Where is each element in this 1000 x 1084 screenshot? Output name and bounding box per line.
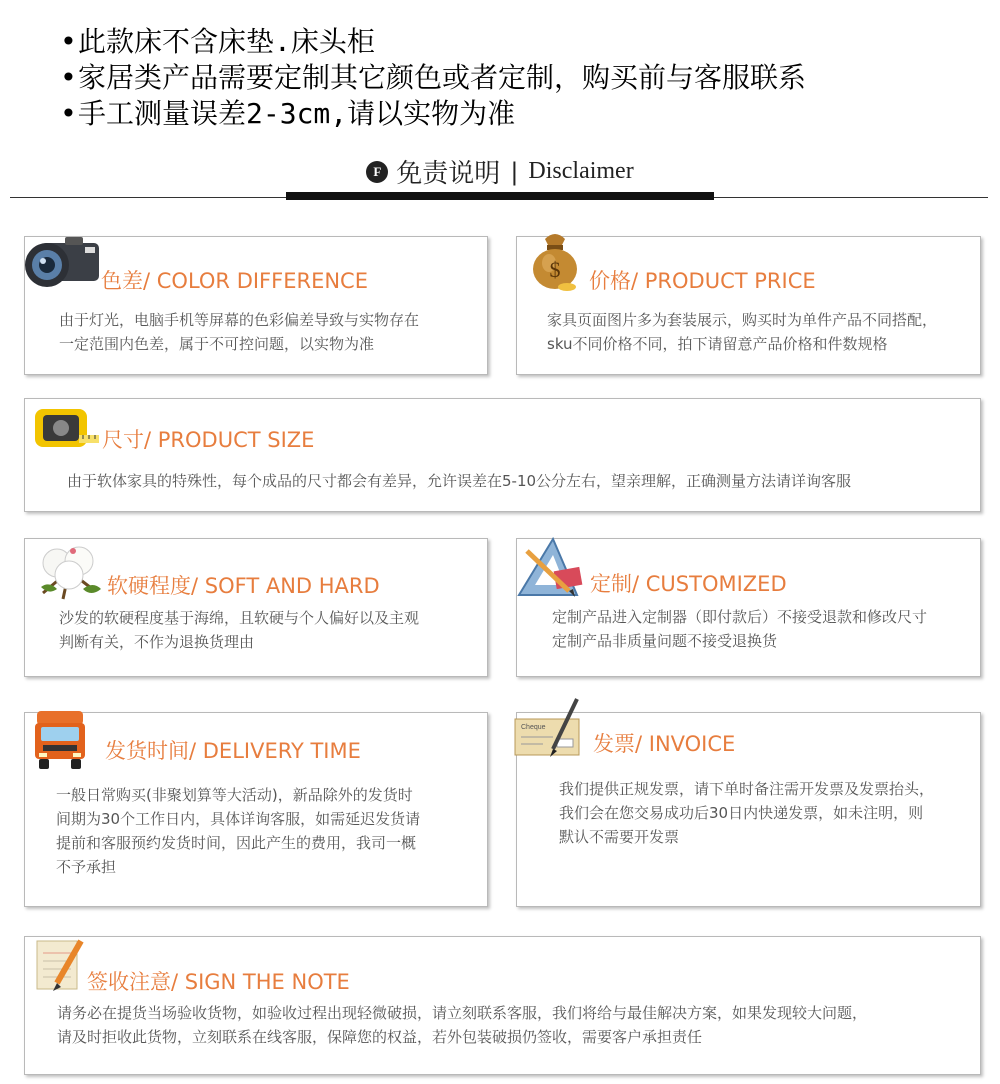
card-product-size xyxy=(24,398,981,512)
card-body: 我们提供正规发票，请下单时备注需开发票及发票抬头， 我们会在您交易成功后30日内快递发票，如未注明，则 默认不需要开发票 xyxy=(559,780,935,846)
header-title-en: Disclaimer xyxy=(528,158,634,184)
note-item: •手工测量误差2-3cm,请以实物为准 xyxy=(60,97,516,130)
card-color-difference xyxy=(24,236,488,375)
card-sign-the-note xyxy=(24,936,981,1075)
card-product-price xyxy=(516,236,981,375)
header-separator: | xyxy=(510,157,519,186)
card-body: 家具页面图片多为套装展示，购买时为单件产品不同搭配， sku不同价格不同，拍下请留意产品价格和件数规格 xyxy=(547,311,938,353)
card-body: 由于灯光，电脑手机等屏幕的色彩偏差导致与实物存在 一定范围内色差，属于不可控问题，以实物为准 xyxy=(59,311,420,353)
note-item: •家居类产品需要定制其它颜色或者定制，购买前与客服联系 xyxy=(60,61,807,94)
card-title: 软硬程度/ SOFT AND HARD xyxy=(107,574,380,598)
card-body: 请务必在提货当场验收货物，如验收过程出现轻微破损，请立刻联系客服，我们将给与最佳解决方案，如果发现较大问题， 请及时拒收此货物，立刻联系在线客服，保障您的权益，若外包装破损仍签收，需要客户承担责任 xyxy=(57,1004,868,1046)
card-title: 发货时间/ DELIVERY TIME xyxy=(105,739,361,763)
card-invoice xyxy=(516,712,981,907)
card-customized xyxy=(516,538,981,677)
notes-list xyxy=(60,24,806,132)
divider-accent xyxy=(286,192,714,200)
cotton-icon xyxy=(33,541,105,601)
card-title: 尺寸/ PRODUCT SIZE xyxy=(102,428,315,452)
truck-icon xyxy=(33,707,87,771)
money-bag-icon xyxy=(527,227,583,293)
card-title: 签收注意/ SIGN THE NOTE xyxy=(87,970,350,994)
card-body: 一般日常购买(非聚划算等大活动)，新品除外的发货时 间期为30个工作日内，具体详询客服，如需延迟发货请 提前和客服预约发货时间，因此产生的费用，我司一概 不予承担 xyxy=(56,786,421,876)
tape-measure-icon xyxy=(29,401,101,453)
card-delivery-time xyxy=(24,712,488,907)
card-soft-and-hard xyxy=(24,538,488,677)
svg-text:Cheque: Cheque xyxy=(521,724,546,731)
card-title: 色差/ COLOR DIFFERENCE xyxy=(101,269,368,293)
badge-icon: F xyxy=(366,161,388,183)
notepad-pencil-icon xyxy=(31,937,91,993)
svg-text:$: $ xyxy=(549,257,561,282)
card-body: 定制产品进入定制器（即付款后）不接受退款和修改尺寸 定制产品非质量问题不接受退换货 xyxy=(552,608,928,650)
card-title: 定制/ CUSTOMIZED xyxy=(590,572,787,596)
cheque-pen-icon xyxy=(513,697,585,761)
card-body: 由于软体家具的特殊性，每个成品的尺寸都会有差异，允许误差在5-10公分左右，望亲理解，正确测量方法请详询客服 xyxy=(67,472,852,490)
ruler-tools-icon xyxy=(513,535,585,601)
card-body: 沙发的软硬程度基于海绵，且软硬与个人偏好以及主观 判断有关，不作为退换货理由 xyxy=(59,609,420,651)
header-title-cn: 免责说明 xyxy=(396,159,501,189)
camera-icon xyxy=(21,231,107,291)
note-item: •此款床不含床垫.床头柜 xyxy=(60,25,375,58)
card-title: 价格/ PRODUCT PRICE xyxy=(589,269,816,293)
disclaimer-header xyxy=(0,153,1000,190)
card-title: 发票/ INVOICE xyxy=(593,732,736,756)
